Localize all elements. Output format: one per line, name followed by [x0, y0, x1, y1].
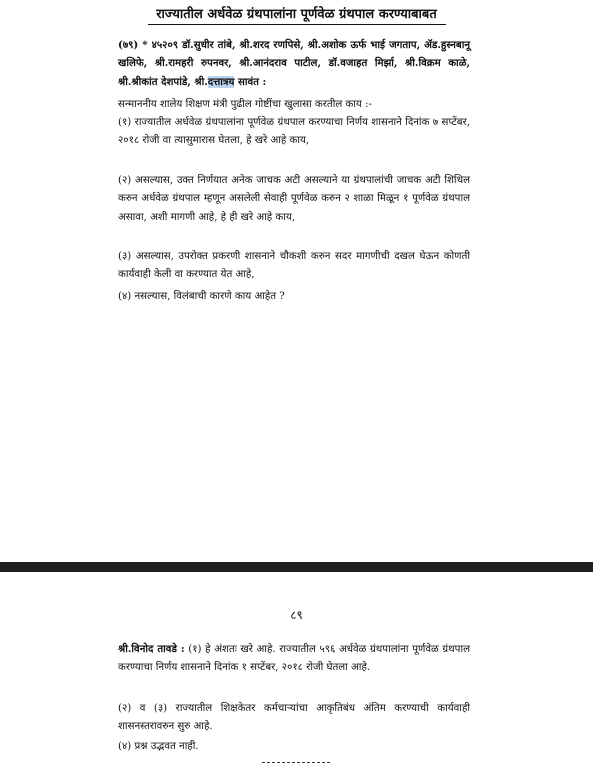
title-underline: [148, 24, 446, 25]
question-number-and-members: (७९) * ४५२०९ डॉ.सुधीर तांबे, श्री.शरद रणपिसे, श्री.अशोक ऊर्फ भाई जगताप, ॲड.हुस्नबानू खलिफे, श्री.रामहरी रुपनवर, श्री.आनंदराव पाटील, डॉ.वजाहत मिर्झा, श्री.विक्रम काळे, श्री.श्रीकांत देशपांडे, श्री.: [118, 39, 470, 88]
question-members: [118, 36, 470, 91]
answer-item-3: (४) प्रश्न उद्भवत नाही.: [118, 741, 199, 752]
question-item-3: (३) असल्यास, उपरोक्त प्रकरणी शासनाने चौकशी करुन सदर मागणीची दखल घेऊन कोणती कार्यवाही केली वा करण्यात येत आहे,: [118, 251, 470, 281]
end-separator: [262, 762, 330, 763]
answer-item-2: (२) व (३) राज्यातील शिक्षकेतर कर्मचाऱ्यांचा आकृतिबंध अंतिम करण्याची कार्यवाही शासनस्तरावरुन सुरु आहे.: [118, 703, 470, 733]
page-title: राज्यातील अर्धवेळ ग्रंथपालांना पूर्णवेळ ग्रंथपाल करण्याबाबत: [156, 7, 437, 22]
member-tail: सावंत :: [234, 75, 267, 88]
page-number: ८९: [290, 608, 303, 622]
question-item-1: (१) राज्यातील अर्धवेळ ग्रंथपालांना पूर्णवेळ ग्रंथपाल करण्याचा निर्णय शासनाने दिनांक ७ सप्टेंबर, २०१८ रोजी वा त्यासुमारास घेतला, हे खरे आहे काय,: [118, 117, 470, 147]
answer-text-1: (१) हे अंशतः खरे आहे. राज्यातील ५९६ अर्धवेळ ग्रंथपालांना पूर्णवेळ ग्रंथपाल करण्याचा निर्णय शासनाने दिनांक १ सप्टेंबर, २०१८ रोजी घेतला आहे.: [118, 644, 470, 674]
question-item-4: (४) नसल्यास, विलंबाची कारणे काय आहेत ?: [118, 291, 285, 302]
answer-item-1: [118, 640, 470, 678]
highlighted-member-name[interactable]: दत्तात्रय: [207, 75, 235, 88]
question-prompt: सन्माननीय शालेय शिक्षण मंत्री पुढील गोष्टींचा खुलासा करतील काय :-: [118, 99, 372, 110]
question-item-2: (२) असल्यास, उक्त निर्णयात अनेक जाचक अटी असल्याने या ग्रंथपालांची जाचक अटी शिथिल करुन अर्धवेळ ग्रंथपाल म्हणून असलेली सेवाही पूर्णवेळ करुन २ शाळा मिळून १ पूर्णवेळ ग्रंथपाल असावा, अशी मागणी आहे, हे ही खरे आहे काय,: [118, 175, 470, 223]
answer-minister: श्री.विनोद तावडे :: [118, 643, 185, 655]
page-divider: [0, 562, 593, 572]
